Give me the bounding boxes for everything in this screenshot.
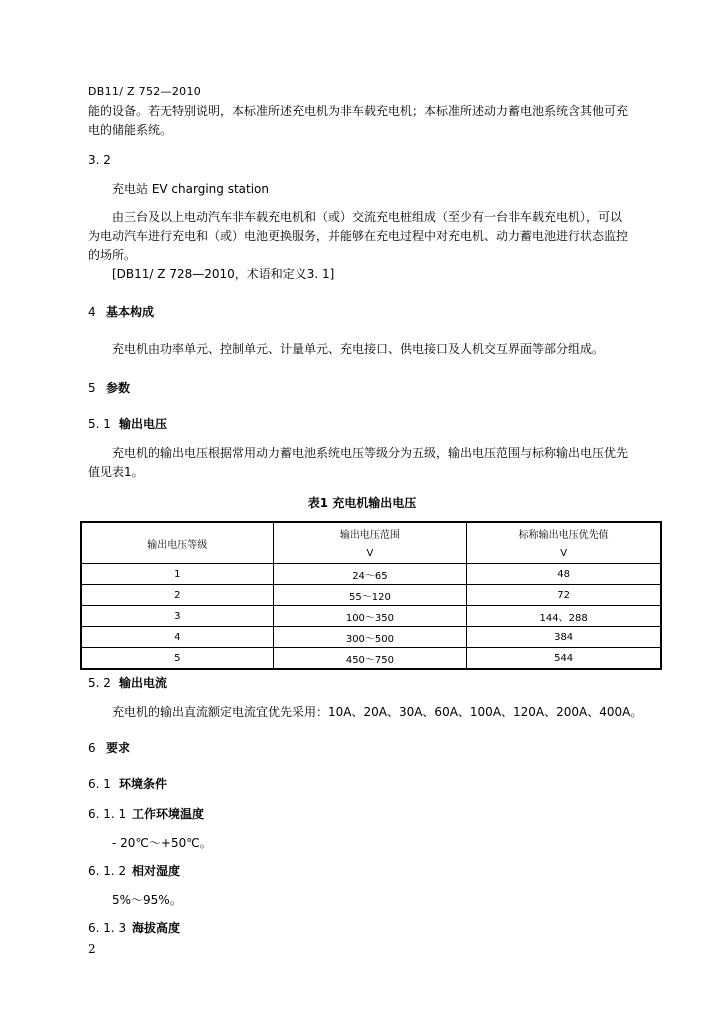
table-header-row-top — [81, 522, 661, 543]
table-1-caption: 表1 充电机输出电压 — [307, 496, 417, 510]
cell-level: 4 — [81, 627, 273, 648]
document-code-header: DB11/ Z 752—2010 — [88, 85, 202, 98]
section-6-1-3-title: 海拔高度 — [132, 921, 181, 935]
section-5-2-title: 输出电流 — [119, 676, 168, 690]
header-range-unit: V — [273, 543, 467, 564]
cell-range: 100～350 — [273, 606, 467, 627]
cell-preferred: 544 — [467, 648, 661, 670]
header-output-voltage-level: 输出电压等级 — [81, 522, 273, 564]
cell-preferred: 48 — [467, 564, 661, 585]
definition-line-2: 为电动汽车进行充电和（或）电池更换服务，并能够在充电过程中对充电机、动力蓄电池进行状态监控 — [88, 229, 629, 243]
header-preferred-unit: V — [467, 543, 661, 564]
section-6-heading — [88, 740, 130, 756]
continued-paragraph-line-2: 电的储能系统。 — [88, 123, 173, 137]
table-row — [81, 564, 661, 585]
section-5-2-heading — [88, 675, 167, 691]
definition-source: [DB11/ Z 728—2010，术语和定义3. 1] — [112, 267, 335, 281]
section-5-2-body: 充电机的输出直流额定电流宜优先采用：10A、20A、30A、60A、100A、120A、200A、400A。 — [112, 705, 643, 719]
section-6-1-1-body: - 20℃～+50℃。 — [112, 836, 212, 850]
cell-preferred: 144、288 — [467, 606, 661, 627]
page-number: 2 — [88, 942, 96, 956]
cell-level: 3 — [81, 606, 273, 627]
cell-preferred: 72 — [467, 585, 661, 606]
section-5-2-number: 5. 2 — [88, 676, 111, 690]
definition-line-3: 的场所。 — [88, 248, 137, 262]
cell-level: 5 — [81, 648, 273, 670]
section-6-1-title: 环境条件 — [119, 777, 168, 791]
section-5-1-title: 输出电压 — [119, 417, 168, 431]
table-row — [81, 585, 661, 606]
cell-range: 55～120 — [273, 585, 467, 606]
cell-range: 450～750 — [273, 648, 467, 670]
section-5-heading — [88, 380, 130, 396]
cell-range: 24～65 — [273, 564, 467, 585]
section-4-heading — [88, 304, 154, 320]
section-5-1-body-line-2: 值见表1。 — [88, 465, 144, 479]
section-5-title: 参数 — [106, 381, 131, 395]
section-6-1-1-title: 工作环境温度 — [132, 807, 205, 821]
output-voltage-table — [80, 521, 662, 670]
section-4-number: 4 — [88, 305, 96, 319]
cell-level: 2 — [81, 585, 273, 606]
cell-preferred: 384 — [467, 627, 661, 648]
section-6-1-3-heading — [88, 920, 180, 936]
section-4-body: 充电机由功率单元、控制单元、计量单元、充电接口、供电接口及人机交互界面等部分组成。 — [112, 342, 605, 356]
section-4-title: 基本构成 — [106, 305, 155, 319]
continued-paragraph-line-1: 能的设备。若无特别说明，本标准所述充电机为非车载充电机；本标准所述动力蓄电池系统含其他可充 — [88, 104, 629, 118]
section-6-title: 要求 — [106, 741, 131, 755]
section-6-number: 6 — [88, 741, 96, 755]
term-charging-station: 充电站 EV charging station — [112, 182, 269, 196]
section-5-1-number: 5. 1 — [88, 417, 111, 431]
table-row — [81, 648, 661, 670]
section-5-1-heading — [88, 416, 167, 432]
section-6-1-2-number: 6. 1. 2 — [88, 864, 127, 878]
section-5-number: 5 — [88, 381, 96, 395]
table-row — [81, 606, 661, 627]
header-nominal-preferred-voltage: 标称输出电压优先值 — [467, 522, 661, 543]
section-6-1-1-heading — [88, 806, 204, 822]
header-output-voltage-range: 输出电压范围 — [273, 522, 467, 543]
section-6-1-2-title: 相对湿度 — [132, 864, 181, 878]
section-3-2-number: 3. 2 — [88, 153, 111, 167]
cell-range: 300～500 — [273, 627, 467, 648]
section-6-1-1-number: 6. 1. 1 — [88, 807, 127, 821]
section-6-1-heading — [88, 776, 167, 792]
section-6-1-2-body: 5%～95%。 — [112, 893, 182, 907]
section-6-1-2-heading — [88, 863, 180, 879]
section-6-1-3-number: 6. 1. 3 — [88, 921, 127, 935]
section-5-1-body-line-1: 充电机的输出电压根据常用动力蓄电池系统电压等级分为五级，输出电压范围与标称输出电压优先 — [112, 446, 629, 460]
table-row — [81, 627, 661, 648]
section-6-1-number: 6. 1 — [88, 777, 111, 791]
definition-line-1: 由三台及以上电动汽车非车载充电机和（或）交流充电桩组成（至少有一台非车载充电机），可以 — [112, 210, 623, 224]
cell-level: 1 — [81, 564, 273, 585]
